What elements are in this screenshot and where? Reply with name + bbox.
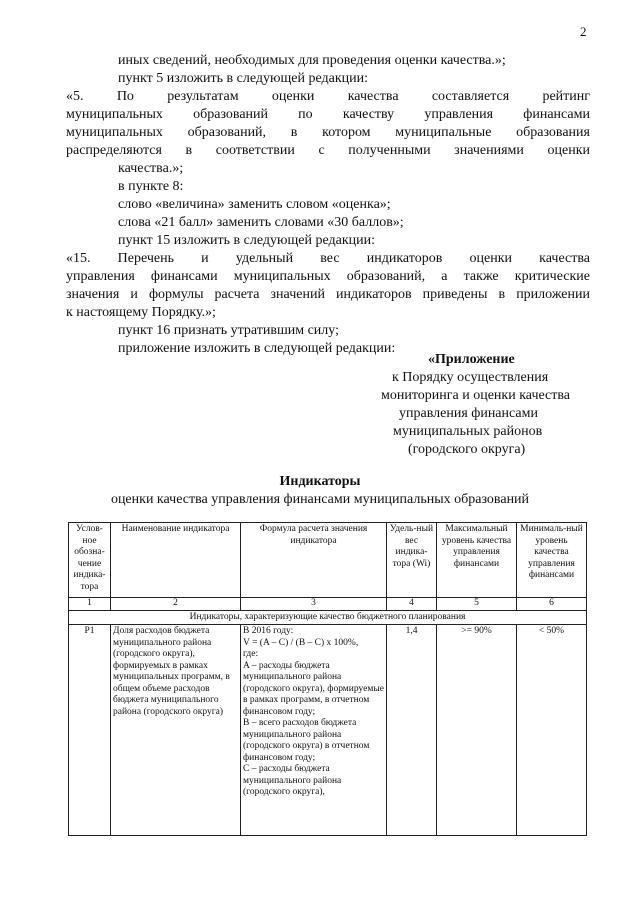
- text-line: слова «21 балл» заменить словами «30 баллов»;: [118, 215, 404, 230]
- appendix-line: мониторинга и оценки качества: [381, 388, 571, 403]
- column-number: 3: [241, 598, 387, 611]
- paragraph-5-end: качества.»;: [118, 161, 184, 176]
- column-number: 1: [69, 598, 111, 611]
- text-line: пункт 5 изложить в следующей редакции:: [118, 71, 368, 86]
- column-number: 5: [437, 598, 517, 611]
- column-number: 6: [517, 598, 587, 611]
- indicators-table: [68, 522, 587, 836]
- table-header-row: [69, 523, 587, 598]
- text-line: пункт 15 изложить в следующей редакции:: [118, 233, 375, 248]
- indicator-weight: 1,4: [387, 625, 437, 836]
- header-max: Максимальный уровень качества управления финансами: [437, 523, 517, 598]
- header-min: Минималь-ный уровень качества управления финансами: [517, 523, 587, 598]
- section-row: [69, 610, 587, 625]
- paragraph-15-line: управления финансами муниципальных образований, а также критические: [66, 269, 590, 284]
- header-formula: Формула расчета значения индикатора: [241, 523, 387, 598]
- indicators-subtitle: оценки качества управления финансами муниципальных образований: [110, 492, 530, 507]
- paragraph-5-line: муниципальных образований по качеству управления финансами: [66, 107, 590, 122]
- appendix-title: «Приложение: [428, 352, 515, 367]
- header-weight: Удель-ный вес индика-тора (Wi): [387, 523, 437, 598]
- formula-line: В 2016 году:: [243, 626, 294, 636]
- text-line: слово «величина» заменить словом «оценка»;: [118, 197, 391, 212]
- indicator-name: Доля расходов бюджета муниципального района (городского округа), формируемых в рамках муниципальных программ, в общем объеме расходов бюджета муниципального района (городского округа): [111, 625, 241, 836]
- text-line: иных сведений, необходимых для проведения оценки качества.»;: [118, 53, 506, 68]
- formula-line: C – расходы бюджета муниципального района (городского округа),: [243, 764, 342, 797]
- header-code: Услов-ное обозна-чение индика-тора: [69, 523, 111, 598]
- paragraph-5-line: «5. По результатам оценки качества составляется рейтинг: [66, 89, 590, 104]
- column-number: 4: [387, 598, 437, 611]
- column-number-row: [69, 598, 587, 611]
- text-line: в пункте 8:: [118, 179, 184, 194]
- appendix-line: управления финансами: [399, 406, 538, 421]
- text-line: приложение изложить в следующей редакции:: [118, 341, 396, 356]
- indicators-title: Индикаторы: [279, 474, 361, 489]
- paragraph-15-line: «15. Перечень и удельный вес индикаторов оценки качества: [66, 251, 590, 266]
- indicator-code: P1: [69, 625, 111, 836]
- paragraph-5-line: распределяются в соответствии с полученными значениями оценки: [66, 143, 590, 158]
- section-title: Индикаторы, характеризующие качество бюджетного планирования: [69, 610, 587, 625]
- indicator-formula: [241, 625, 387, 836]
- formula-line: V = (A – C) / (B – C) x 100%,: [243, 637, 359, 648]
- paragraph-5-line: муниципальных образований, в котором муниципальные образования: [66, 125, 590, 140]
- text-line: пункт 16 признать утратившим силу;: [118, 323, 339, 338]
- formula-line: B – всего расходов бюджета муниципального района (городского округа) в отчетном финансовом году;: [243, 718, 370, 763]
- appendix-line: к Порядку осуществления: [392, 370, 549, 385]
- page-number: 2: [580, 24, 587, 39]
- appendix-line: муниципальных районов: [393, 424, 543, 439]
- indicator-min: < 50%: [517, 625, 587, 836]
- appendix-line: (городского округа): [408, 442, 526, 457]
- formula-line: где:: [243, 649, 259, 659]
- paragraph-15-end: к настоящему Порядку.»;: [66, 305, 216, 320]
- indicator-max: >= 90%: [437, 625, 517, 836]
- paragraph-15-line: значения и формулы расчета значений индикаторов приведены в приложении: [66, 287, 590, 302]
- column-number: 2: [111, 598, 241, 611]
- header-name: Наименование индикатора: [111, 523, 241, 598]
- table-row: [69, 625, 587, 836]
- formula-line: A – расходы бюджета муниципального района (городского округа), формируемые в рамках программ, в отчетном финансовом году;: [243, 660, 384, 717]
